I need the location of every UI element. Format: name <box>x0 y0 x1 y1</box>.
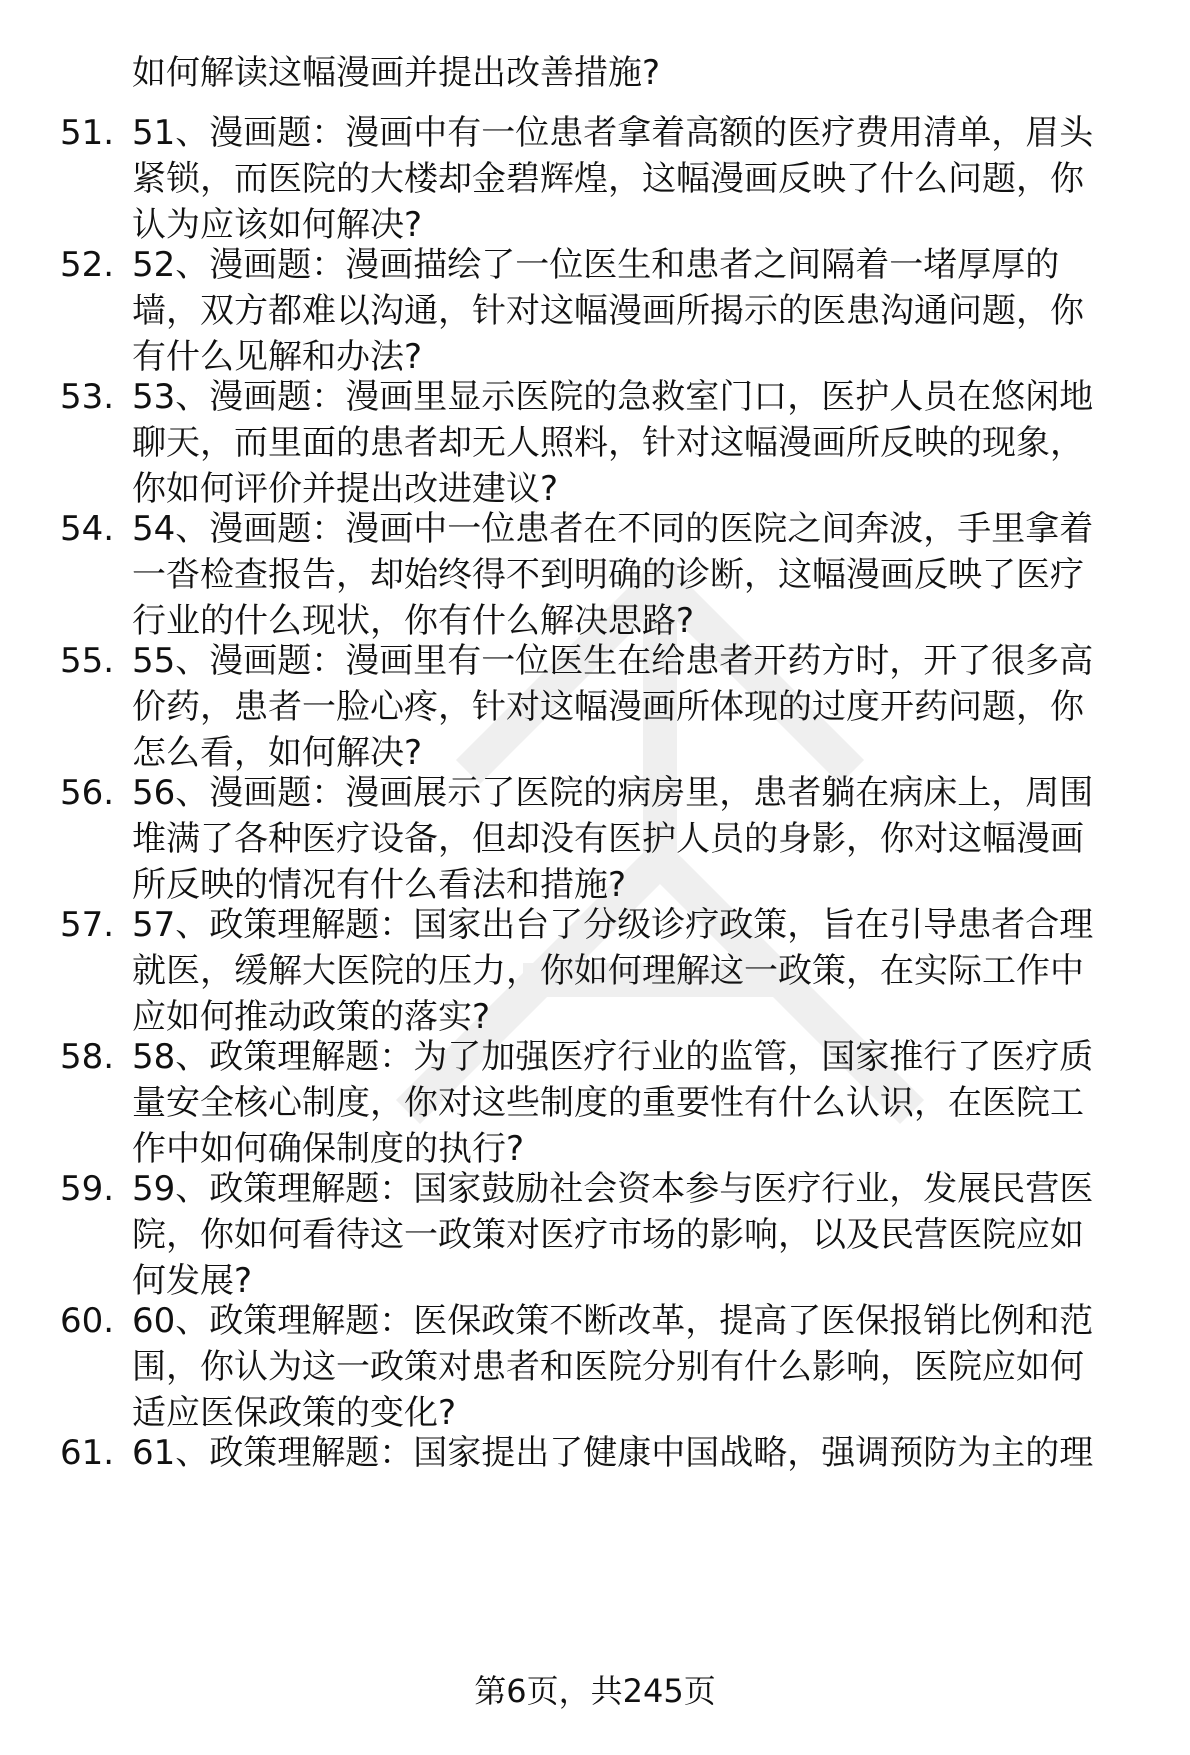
question-number: 58. <box>60 1037 115 1077</box>
question-text <box>132 1166 1162 1304</box>
question-number: 56. <box>60 773 115 813</box>
question-text-line: 何发展? <box>132 1261 253 1301</box>
question-text-line: 怎么看，如何解决? <box>132 733 423 773</box>
question-text-line: 就医，缓解大医院的压力，你如何理解这一政策，在实际工作中 <box>132 951 1084 991</box>
question-text <box>132 902 1162 1040</box>
question-text-line: 紧锁，而医院的大楼却金碧辉煌，这幅漫画反映了什么问题，你 <box>132 159 1084 199</box>
question-text-line: 51、漫画题：漫画中有一位患者拿着高额的医疗费用清单，眉头 <box>132 113 1094 153</box>
question-text-line: 58、政策理解题：为了加强医疗行业的监管，国家推行了医疗质 <box>132 1037 1094 1077</box>
question-text-line: 一沓检查报告，却始终得不到明确的诊断，这幅漫画反映了医疗 <box>132 555 1084 595</box>
question-text-line: 量安全核心制度，你对这些制度的重要性有什么认识，在医院工 <box>132 1083 1084 1123</box>
question-text <box>132 770 1162 908</box>
question-text-line: 61、政策理解题：国家提出了健康中国战略，强调预防为主的理 <box>132 1433 1094 1473</box>
question-text-line: 作中如何确保制度的执行? <box>132 1129 525 1169</box>
question-text <box>132 506 1162 644</box>
question-text-line: 60、政策理解题：医保政策不断改革，提高了医保报销比例和范 <box>132 1301 1094 1341</box>
question-number: 61. <box>60 1433 115 1473</box>
question-text <box>132 242 1162 380</box>
question-number: 59. <box>60 1169 115 1209</box>
question-text-line: 52、漫画题：漫画描绘了一位医生和患者之间隔着一堵厚厚的 <box>132 245 1060 285</box>
question-text <box>132 1034 1162 1172</box>
question-text <box>132 1430 1162 1476</box>
question-text-line: 院，你如何看待这一政策对医疗市场的影响，以及民营医院应如 <box>132 1215 1084 1255</box>
question-number: 57. <box>60 905 115 945</box>
question-text-line: 墙，双方都难以沟通，针对这幅漫画所揭示的医患沟通问题，你 <box>132 291 1084 331</box>
question-text <box>132 1298 1162 1436</box>
question-text-line: 行业的什么现状，你有什么解决思路? <box>132 601 695 641</box>
question-number: 52. <box>60 245 115 285</box>
question-text-line: 堆满了各种医疗设备，但却没有医护人员的身影，你对这幅漫画 <box>132 819 1084 859</box>
question-text <box>132 110 1162 248</box>
question-text-line: 所反映的情况有什么看法和措施? <box>132 865 627 905</box>
question-text-line: 应如何推动政策的落实? <box>132 997 491 1037</box>
question-text-line: 57、政策理解题：国家出台了分级诊疗政策，旨在引导患者合理 <box>132 905 1094 945</box>
question-text-line: 54、漫画题：漫画中一位患者在不同的医院之间奔波，手里拿着 <box>132 509 1094 549</box>
question-number: 55. <box>60 641 115 681</box>
question-number: 60. <box>60 1301 115 1341</box>
question-text-line: 认为应该如何解决? <box>132 205 423 245</box>
question-text-line: 价药，患者一脸心疼，针对这幅漫画所体现的过度开药问题，你 <box>132 687 1084 727</box>
question-text <box>132 374 1162 512</box>
question-text-line: 围，你认为这一政策对患者和医院分别有什么影响，医院应如何 <box>132 1347 1084 1387</box>
question-text-line: 有什么见解和办法? <box>132 337 423 377</box>
question-number: 51. <box>60 113 115 153</box>
question-text-line: 53、漫画题：漫画里显示医院的急救室门口，医护人员在悠闲地 <box>132 377 1094 417</box>
question-text-line: 你如何评价并提出改进建议? <box>132 469 559 509</box>
question-text <box>132 638 1162 776</box>
continued-question-text: 如何解读这幅漫画并提出改善措施? <box>132 53 661 93</box>
question-number: 53. <box>60 377 115 417</box>
question-text-line: 55、漫画题：漫画里有一位医生在给患者开药方时，开了很多高 <box>132 641 1094 681</box>
question-text-line: 适应医保政策的变化? <box>132 1393 457 1433</box>
question-text-line: 56、漫画题：漫画展示了医院的病房里，患者躺在病床上，周围 <box>132 773 1094 813</box>
question-text-line: 59、政策理解题：国家鼓励社会资本参与医疗行业，发展民营医 <box>132 1169 1094 1209</box>
page-footer: 第6页，共245页 <box>474 1672 716 1710</box>
question-text-line: 聊天，而里面的患者却无人照料，针对这幅漫画所反映的现象， <box>132 423 1084 463</box>
question-number: 54. <box>60 509 115 549</box>
